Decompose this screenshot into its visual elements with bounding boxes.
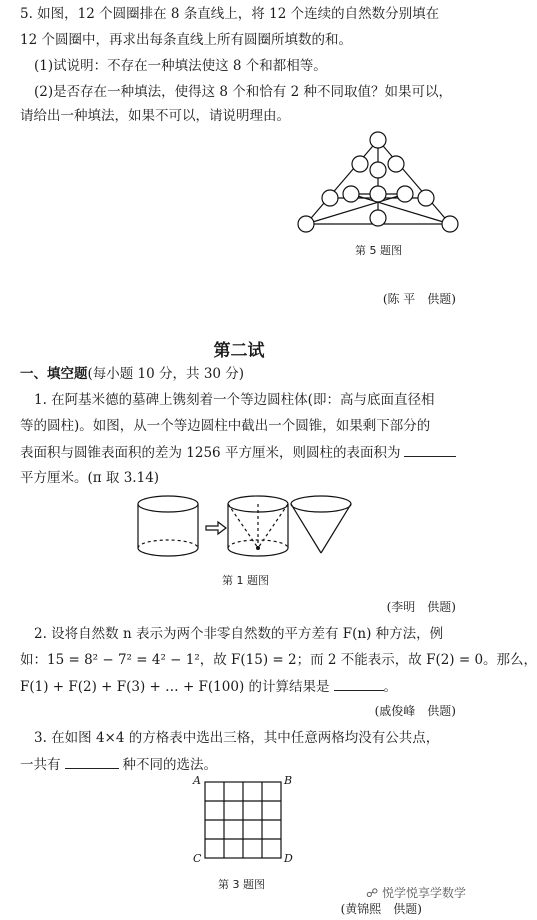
- chat-bubble-icon: ☍: [366, 886, 382, 900]
- q1-line-2: 等的圆柱)。如图，从一个等边圆柱中截出一个圆锥，如果剩下部分的: [20, 418, 431, 434]
- q2-line-2: 如：15 = 8² − 7² = 4² − 1²，故 F(15) = 2；而 2 不能表示，故 F(2) = 0。那么，: [20, 652, 537, 668]
- corner-c: C: [193, 852, 202, 865]
- p5-credit: (陈 平 供题): [382, 292, 456, 306]
- watermark: ☍ 悦学悦享学数学: [366, 886, 466, 900]
- q1-line-3: 表面积与圆锥表面积的差为 1256 平方厘米，则圆柱的表面积为: [20, 442, 465, 463]
- corner-d: D: [284, 852, 293, 865]
- corner-a: A: [193, 774, 201, 787]
- q2-line-1: 2. 设将自然数 n 表示为两个非零自然数的平方差有 F(n) 种方法，例: [34, 626, 444, 642]
- fill-header: [20, 364, 465, 384]
- p5-line-1: 5. 如图，12 个圆圈排在 8 条直线上，将 12 个连续的自然数分别填在: [20, 6, 440, 22]
- p5-line-4: (2)是否存在一种填法，使得这 8 个和恰有 2 种不同取值？如果可以，: [34, 84, 452, 100]
- q2-line-3: F(1) + F(2) + F(3) + … + F(100) 的计算结果是 。: [20, 676, 465, 697]
- q1-caption: 第 1 题图: [222, 574, 269, 587]
- p5-line-5: 请给出一种填法，如果不可以，请说明理由。: [20, 108, 290, 124]
- fill-header-note: (每小题 10 分，共 30 分): [87, 366, 245, 382]
- q2-answer-blank[interactable]: [334, 676, 384, 691]
- q1-answer-blank[interactable]: [404, 442, 456, 457]
- section-title: 第二试: [213, 341, 265, 361]
- q2-credit: (戚俊峰 供题): [374, 704, 456, 718]
- q3-credit: (黄锦熙 供题): [340, 902, 422, 916]
- p5-line-3: (1)试说明：不存在一种填法使这 8 个和都相等。: [34, 58, 327, 74]
- corner-b: B: [284, 774, 293, 787]
- q1-line-4: 平方厘米。(π 取 3.14): [20, 470, 160, 486]
- fill-header-label: 一、填空题: [20, 366, 88, 382]
- q3-caption: 第 3 题图: [218, 878, 265, 891]
- p5-line-2: 12 个圆圈中，再求出每条直线上所有圆圈所填数的和。: [20, 32, 352, 48]
- q1-credit: (李明 供题): [386, 600, 456, 614]
- p5-caption: 第 5 题图: [355, 244, 402, 257]
- q1-line-1: 1. 在阿基米德的墓碑上镌刻着一个等边圆柱体(即：高与底面直径相: [34, 392, 435, 408]
- q3-line-2: 一共有 种不同的选法。: [20, 754, 465, 775]
- q3-line-1: 3. 在如图 4×4 的方格表中选出三格，其中任意两格均没有公共点，: [34, 730, 440, 746]
- q3-answer-blank[interactable]: [65, 754, 119, 769]
